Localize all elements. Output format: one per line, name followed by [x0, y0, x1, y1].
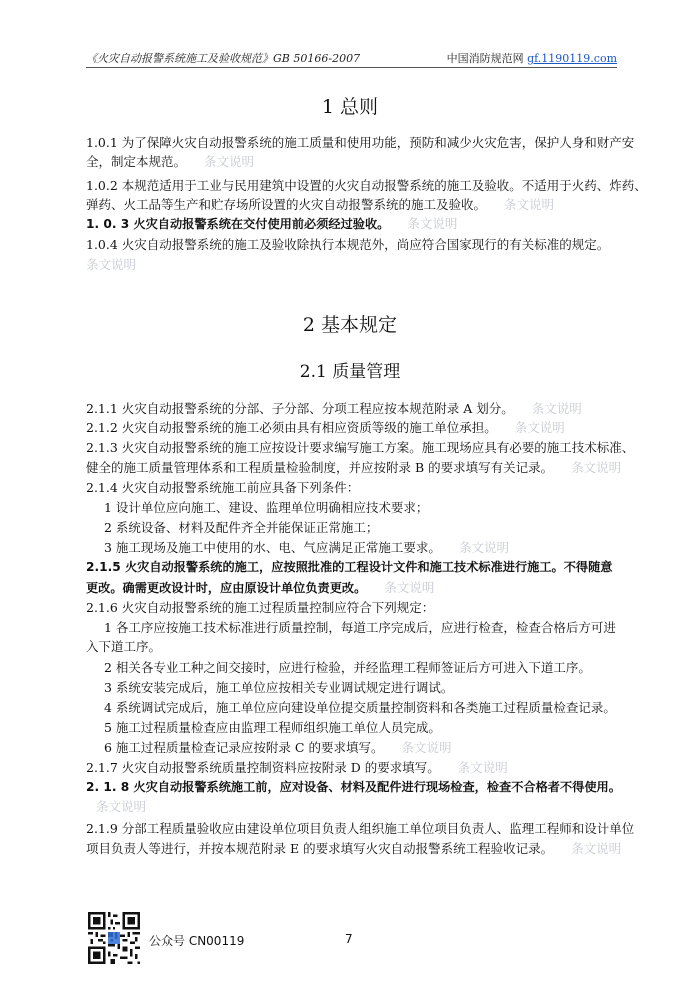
clause-2-1-1 [86, 399, 626, 418]
clause-1-0-2-line1: 1.0.2 本规范适用于工业与民用建筑中设置的火灾自动报警系统的施工及验收。不适用于火药、炸药、 [86, 178, 647, 193]
clause-1-0-3 [86, 214, 626, 234]
clause-text: 项目负责人等进行，并按本规范附录 E 的要求填写火灾自动报警系统工程验收记录。 [86, 841, 554, 856]
clause-text: 全，制定本规范。 [86, 154, 187, 169]
chapter-2-title: 2 基本规定 [302, 314, 398, 336]
clause-2-1-5-line1: 2.1.5 火灾自动报警系统的施工，应按照批准的工程设计文件和施工技术标准进行施工。不得随意 [86, 560, 613, 574]
clause-2-1-2 [86, 418, 626, 437]
clause-text: 弹药、火工品等生产和贮存场所设置的火灾自动报警系统的施工及验收。 [86, 197, 487, 212]
clause-explanation-link[interactable]: 条文说明 [96, 799, 147, 814]
clause-1-0-4: 1.0.4 火灾自动报警系统的施工及验收除执行本规范外，尚应符合国家现行的有关标准的规定。 [86, 237, 610, 252]
header-site-name: 中国消防规范网 [446, 52, 524, 65]
clause-explanation-link[interactable]: 条文说明 [458, 540, 509, 555]
clause-2-1-8: 2. 1. 8 火灾自动报警系统施工前，应对设备、材料及配件进行现场检查，检查不合格者不得使用。 [86, 780, 621, 794]
clause-text: 2.1.2 火灾自动报警系统的施工必须由具有相应资质等级的施工单位承担。 [86, 420, 497, 435]
clause-text: 2.1.1 火灾自动报警系统的分部、子分部、分项工程应按本规范附录 A 划分。 [86, 401, 514, 416]
clause-2-1-6-item-2: 2 相关各专业工种之间交接时，应进行检验，并经监理工程师签证后方可进入下道工序。 [104, 660, 591, 675]
clause-2-1-3-line1: 2.1.3 火灾自动报警系统的施工应按设计要求编写施工方案。施工现场应具有必要的施工技术标准、 [86, 440, 635, 455]
clause-explanation-link[interactable]: 条文说明 [571, 841, 622, 856]
clause-explanation-link[interactable]: 条文说明 [384, 580, 435, 595]
clause-explanation-link[interactable]: 条文说明 [407, 216, 458, 231]
page-header [86, 49, 617, 68]
qr-code-icon [88, 912, 140, 964]
clause-text: 1. 0. 3 火灾自动报警系统在交付使用前必须经过验收。 [86, 217, 390, 231]
clause-2-1-8-link-line [96, 797, 636, 816]
clause-2-1-6-item-5: 5 施工过程质量检查应由监理工程师组织施工单位人员完成。 [104, 720, 441, 735]
clause-text: 3 施工现场及施工中使用的水、电、气应满足正常施工要求。 [104, 540, 441, 555]
clause-text: 2.1.7 火灾自动报警系统质量控制资料应按附录 D 的要求填写。 [86, 760, 440, 775]
header-document-title: 《火灾自动报警系统施工及验收规范》GB 50166-2007 [86, 52, 361, 65]
clause-2-1-6: 2.1.6 火灾自动报警系统的施工过程质量控制应符合下列规定： [86, 600, 435, 615]
clause-explanation-link[interactable]: 条文说明 [86, 257, 137, 272]
clause-2-1-4-item-3 [104, 538, 644, 557]
clause-explanation-link[interactable]: 条文说明 [457, 760, 508, 775]
clause-2-1-6-item-3: 3 系统安装完成后，施工单位应按相关专业调试规定进行调试。 [104, 680, 454, 695]
clause-2-1-4-item-2: 2 系统设备、材料及配件齐全并能保证正常施工； [104, 520, 379, 535]
clause-text: 6 施工过程质量检查记录应按附录 C 的要求填写。 [104, 740, 384, 755]
page-number: 7 [345, 932, 353, 946]
clause-explanation-link[interactable]: 条文说明 [401, 740, 452, 755]
clause-2-1-6-item-6 [104, 738, 644, 757]
clause-explanation-link[interactable]: 条文说明 [531, 401, 582, 416]
clause-1-0-2-line2 [86, 195, 626, 214]
header-site [447, 50, 617, 66]
clause-explanation-link[interactable]: 条文说明 [504, 197, 555, 212]
clause-1-0-1-line1: 1.0.1 为了保障火灾自动报警系统的施工质量和使用功能，预防和减少火灾危害，保护人身和财产安 [86, 135, 635, 150]
clause-explanation-link[interactable]: 条文说明 [514, 420, 565, 435]
clause-2-1-4: 2.1.4 火灾自动报警系统施工前应具备下列条件： [86, 480, 360, 495]
clause-2-1-4-item-1: 1 设计单位应向施工、建设、监理单位明确相应技术要求； [104, 500, 429, 515]
section-2-1-title: 2.1 质量管理 [299, 362, 401, 382]
clause-2-1-9-line2 [86, 839, 626, 858]
clause-2-1-3-line2 [86, 458, 626, 477]
clause-2-1-6-item-1-line2: 入下道工序。 [86, 639, 162, 654]
clause-text: 更改。确需更改设计时，应由原设计单位负责更改。 [86, 581, 367, 595]
clause-1-0-1-line2 [86, 152, 626, 171]
clause-2-1-9-line1: 2.1.9 分部工程质量验收应由建设单位项目负责人组织施工单位项目负责人、监理工程师和设计单位 [86, 821, 635, 836]
clause-2-1-7 [86, 758, 626, 777]
clause-1-0-4-link-line [86, 255, 626, 274]
clause-2-1-5-line2 [86, 578, 626, 598]
header-site-url[interactable]: gf.1190119.com [527, 52, 617, 65]
clause-explanation-link[interactable]: 条文说明 [571, 460, 622, 475]
clause-explanation-link[interactable]: 条文说明 [204, 154, 255, 169]
footer-account: 公众号 CN00119 [149, 934, 245, 948]
clause-text: 健全的施工质量管理体系和工程质量检验制度，并应按附录 B 的要求填写有关记录。 [86, 460, 554, 475]
clause-2-1-6-item-4: 4 系统调试完成后，施工单位应向建设单位提交质量控制资料和各类施工过程质量检查记录。 [104, 700, 616, 715]
clause-2-1-6-item-1-line1: 1 各工序应按施工技术标准进行质量控制，每道工序完成后，应进行检查，检查合格后方可进 [104, 620, 616, 635]
chapter-1-title: 1 总则 [321, 96, 379, 118]
